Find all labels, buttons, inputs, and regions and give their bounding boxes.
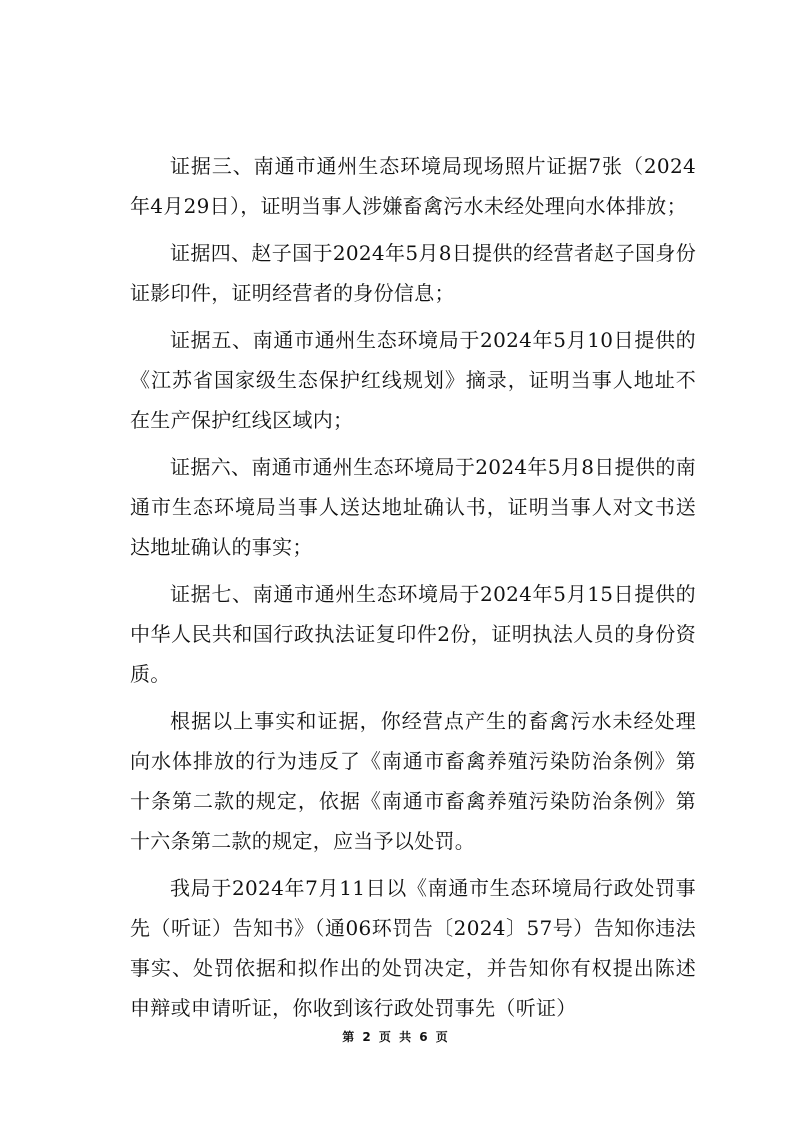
paragraph-evidence-5: 证据五、南通市通州生态环境局于2024年5月10日提供的《江苏省国家级生态保护红线规划》摘录，证明当事人地址不在生产保护红线区域内； [130, 328, 696, 432]
paragraph-evidence-7: 证据七、南通市通州生态环境局于2024年5月15日提供的中华人民共和国行政执法证复印件2份，证明执法人员的身份资质。 [130, 582, 696, 686]
page-number-footer: 第 2 页 共 6 页 [342, 1030, 450, 1044]
paragraph-legal-basis: 根据以上事实和证据，你经营点产生的畜禽污水未经处理向水体排放的行为违反了《南通市畜禽养殖污染防治条例》第十条第二款的规定，依据《南通市畜禽养殖污染防治条例》第十六条第二款的规定，应当予以处罚。 [130, 709, 696, 853]
paragraph-prior-notice: 我局于2024年7月11日以《南通市生态环境局行政处罚事先（听证）告知书》（通06环罚告〔2024〕57号）告知你违法事实、处罚依据和拟作出的处罚决定，并告知你有权提出陈述申辩或申请听证，你收到该行政处罚事先（听证） [130, 876, 696, 1020]
document-body [130, 146, 696, 1035]
paragraph-evidence-4: 证据四、赵子国于2024年5月8日提供的经营者赵子国身份证影印件，证明经营者的身份信息； [130, 241, 696, 305]
paragraph-evidence-6: 证据六、南通市通州生态环境局于2024年5月8日提供的南通市生态环境局当事人送达地址确认书，证明当事人对文书送达地址确认的事实； [130, 455, 696, 559]
paragraph-evidence-3: 证据三、南通市通州生态环境局现场照片证据7张（2024年4月29日），证明当事人涉嫌畜禽污水未经处理向水体排放； [130, 154, 696, 218]
